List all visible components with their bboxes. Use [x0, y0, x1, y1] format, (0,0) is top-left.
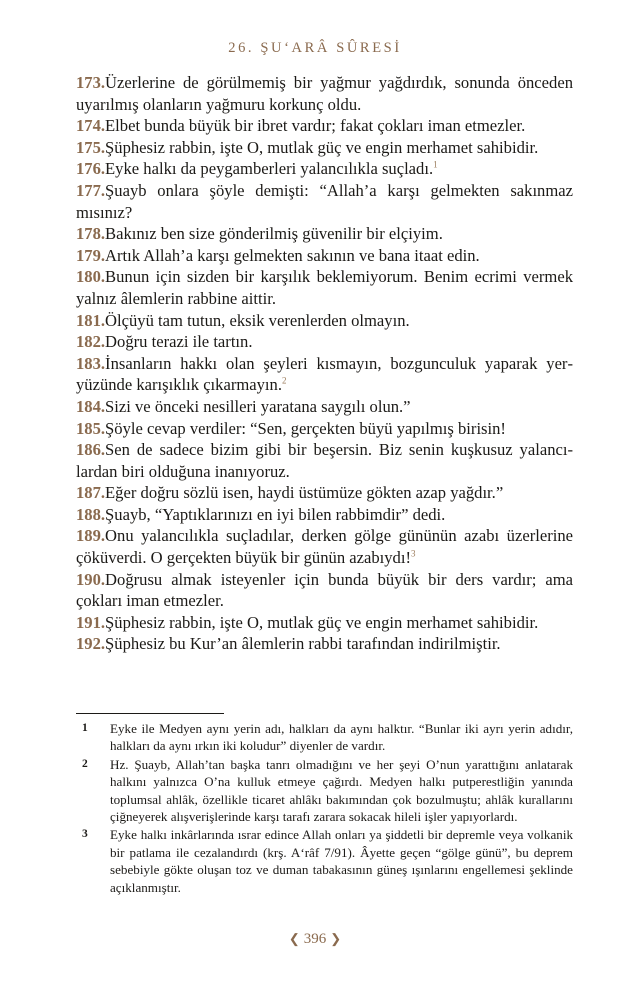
- footnote-2: [76, 756, 573, 826]
- verse-181: [76, 310, 573, 332]
- footnote-reference-2[interactable]: 2: [281, 375, 287, 386]
- verse-text: Sizi ve önceki nesilleri yaratana saygılı olun.”: [105, 396, 411, 416]
- verse-text: Doğrusu almak isteyenler için bunda büyük bir ders vardır; ama çokları iman etmezler.: [76, 569, 573, 611]
- verse-180: [76, 266, 573, 309]
- verse-191: [76, 612, 573, 634]
- verse-174: [76, 115, 573, 137]
- verse-173: [76, 72, 573, 115]
- verse-175: [76, 137, 573, 159]
- footnote-3: [76, 826, 573, 896]
- verse-text: Şüphesiz bu Kur’an âlemlerin rabbi tarafından indirilmiştir.: [105, 634, 501, 654]
- verse-text: Eyke halkı da peygamberleri yalancılıkla suçladı.: [105, 159, 434, 179]
- verse-192: [76, 633, 573, 655]
- verse-182: [76, 331, 573, 353]
- verse-text: Doğru terazi ile tartın.: [105, 332, 253, 352]
- verse-number: 184.: [76, 396, 106, 416]
- footnote-reference-3[interactable]: 3: [411, 548, 416, 559]
- footnote-number: 1: [82, 722, 88, 734]
- footnote-number: 3: [82, 828, 88, 841]
- verse-text: Artık Allah’a karşı gelmekten sakının ve bana itaat edin.: [105, 245, 480, 265]
- verse-185: [76, 418, 573, 440]
- verse-number: 183.: [76, 353, 106, 373]
- footnote-number: 2: [82, 757, 88, 770]
- verse-177: [76, 180, 573, 223]
- footnote-text: Eyke ile Medyen aynı yerin adı, halkları da aynı halktır. “Bunlar iki ayrı yerin adıdır, halkları da aynı ırkın iki koludur” diyenler de vardır.: [110, 721, 573, 754]
- verse-178: [76, 223, 573, 245]
- verse-number: 179.: [76, 245, 106, 265]
- verse-number: 190.: [76, 569, 106, 589]
- verse-number: 176.: [76, 159, 106, 179]
- page-header-surah-title: 26. ŞU‘ARÂ SÛRESİ: [228, 40, 402, 56]
- verse-187: [76, 482, 573, 504]
- footnote-reference-1[interactable]: 1: [433, 159, 438, 170]
- verse-text: Bunun için sizden bir karşılık beklemiyorum. Benim ecrimi vermek yalnız âlemlerin rabbine aittir.: [76, 267, 573, 308]
- verse-176: [76, 158, 573, 180]
- verse-189: [76, 525, 573, 568]
- verse-text: Şuayb, “Yaptıklarınızı en iyi bilen rabbimdir” dedi.: [105, 504, 446, 524]
- verse-text: Onu yalancılıkla suçladılar, derken gölge gününün azabı üzerlerine çöküverdi. O gerçekten büyük bir günün azabıydı!: [76, 526, 573, 568]
- verse-text: Ölçüyü tam tutun, eksik verenlerden olmayın.: [105, 310, 410, 330]
- verse-number: 185.: [76, 418, 106, 438]
- verse-184: [76, 396, 573, 418]
- verse-text: Bakınız ben size gönderilmiş güvenilir bir elçiyim.: [105, 224, 443, 244]
- verse-list: [76, 72, 573, 655]
- verse-number: 177.: [76, 180, 106, 200]
- verse-text: Şöyle cevap verdiler: “Sen, gerçekten büyü yapılmış birisin!: [105, 418, 506, 438]
- left-ornament-icon: ❮: [288, 931, 300, 946]
- footnote-text: Eyke halkı inkârlarında ısrar edince Allah onları ya şiddetli bir depremle veya volkanik bir patlama ile cezalandırdı (krş. A‘râf 7/91). Âyette geçen “gölge günü”, bu deprem sebebiyle gökte oluşan toz ve duman tabakasının güneş ışınlarını engellemesi şeklinde açıklanmıştır.: [110, 827, 573, 895]
- verse-188: [76, 504, 573, 526]
- verse-text: Şüphesiz rabbin, işte O, mutlak güç ve engin merhamet sahibidir.: [105, 137, 539, 157]
- verse-number: 187.: [76, 483, 106, 503]
- verse-text: İnsanların hakkı olan şeyleri kısmayın, bozgunculuk yaparak yeryüzünde karışıklık çıkarmayın.: [76, 353, 573, 395]
- right-ornament-icon: ❯: [330, 931, 342, 946]
- verse-text: Eğer doğru sözlü isen, haydi üstümüze gökten azap yağdır.”: [105, 483, 504, 503]
- verse-number: 174.: [76, 116, 106, 136]
- verse-190: [76, 569, 573, 612]
- verse-186: [76, 439, 573, 482]
- verse-number: 191.: [76, 612, 106, 632]
- verse-text: Şüphesiz rabbin, işte O, mutlak güç ve engin merhamet sahibidir.: [105, 612, 539, 632]
- verse-number: 186.: [76, 440, 106, 460]
- verse-number: 182.: [76, 332, 106, 352]
- verse-number: 175.: [76, 137, 106, 157]
- footnote-list: [76, 720, 573, 897]
- verse-text: Sen de sadece bizim gibi bir beşersin. Biz senin kuşkusuz yalancılardan biri olduğuna inanıyoruz.: [76, 440, 573, 481]
- verse-text: Şuayb onlara şöyle demişti: “Allah’a karşı gelmekten sakınmaz mısınız?: [76, 180, 573, 222]
- footnote-divider: [76, 713, 224, 714]
- verse-number: 178.: [76, 224, 106, 244]
- verse-179: [76, 245, 573, 267]
- verse-number: 188.: [76, 504, 106, 524]
- verse-number: 192.: [76, 634, 106, 654]
- page-number: [0, 931, 630, 948]
- page-number-value: 396: [303, 931, 327, 947]
- verse-text: Elbet bunda büyük bir ibret vardır; fakat çokları iman etmezler.: [105, 116, 526, 136]
- verse-number: 189.: [76, 526, 106, 546]
- footnote-text: Hz. Şuayb, Allah’tan başka tanrı olmadığını ve her şeyi O’nun yarattığını anlatarak halkını yalnızca O’na kulluk etmeye çağırdı. Medyen halkı putperestliğin yanında toplumsal ahlâk, özellikle ticaret ahlâkı bakımından çok bozulmuştu; ahlâk kurallarını çiğneyerek alışverişlerinde karşı tarafı zarara sokacak hileli işler yapıyorlardı.: [110, 756, 573, 825]
- verse-number: 180.: [76, 267, 106, 287]
- verse-number: 181.: [76, 310, 106, 330]
- footnote-1: [76, 720, 573, 755]
- verse-number: 173.: [76, 73, 106, 92]
- verse-183: [76, 353, 573, 396]
- verse-text: Üzerlerine de görülmemiş bir yağmur yağdırdık, sonunda önceden uyarılmış olanların yağmuru korkunç oldu.: [76, 73, 573, 114]
